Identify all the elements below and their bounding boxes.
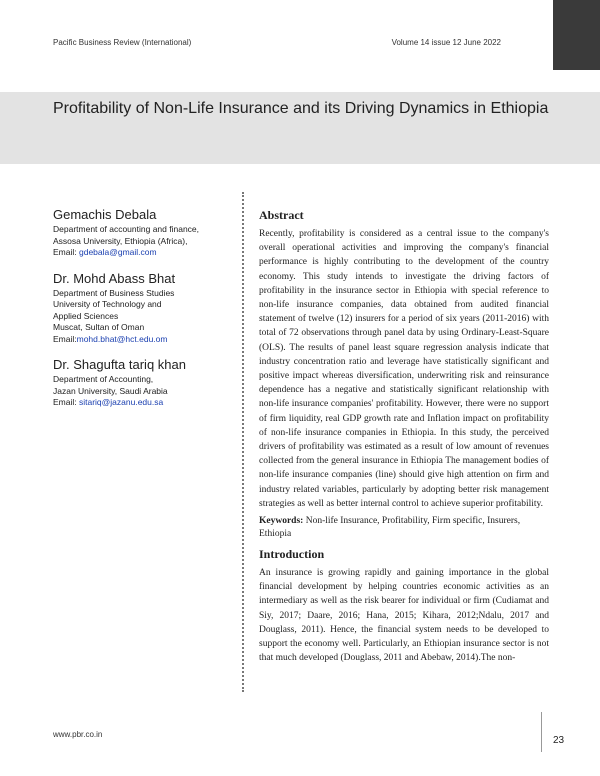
- email-label: Email:: [53, 397, 79, 407]
- affiliation-line: Applied Sciences: [53, 310, 119, 321]
- abstract-text: Recently, profitability is considered as a central issue to the company's overall operational activities and improving the company's financial performance is highly contributing to the development of the country economy. This study intends to investigate the driving factors of profitability in the insurance sector in Ethiopia with special reference to non-life insurance companies, data obtained from audited financial statement of twelve (12) insurers for a period of six years (2011-2016) with total of 72 observations through panel data by using Ordinary-Least-Square (OLS). The results of panel least square regression analysis indicate that industry concentration ratio and leverage have statistically significant and positive impact whereas diversification, underwriting risk and reinsurance dependence has a negative and statistically significant relationship with non-life insurance companies' profitability. However, there were no support of firm liquidity, real GDP growth rate and Inflation impact on profitability of non-life insurance companies in Ethiopia. In this study, the perceived drivers of profitability was estimated as a result of low amount of revenues collected from the general insurance in Ethiopia The management bodies of non-life insurance companies (line) should give high attention on firm and industry related variables, particularly by adopting better risk management strategies as well as better internal control to achieve superior profitability.: [259, 229, 549, 509]
- email-line: [53, 397, 236, 409]
- author-block: [53, 357, 236, 409]
- email-label: Email:: [53, 247, 79, 257]
- main-column: [259, 208, 549, 665]
- column-divider: [242, 192, 244, 692]
- author-name: Dr. Shagufta tariq khan: [53, 357, 186, 372]
- affiliation-line: Department of accounting and finance,: [53, 224, 200, 234]
- author-name: Dr. Mohd Abass Bhat: [53, 270, 176, 286]
- affiliation-line: Department of Business Studies: [53, 287, 175, 298]
- affiliation-line: Muscat, Sultan of Oman: [53, 322, 145, 332]
- introduction-heading: Introduction: [259, 547, 325, 562]
- author-list: [53, 207, 236, 421]
- keywords-label: Keywords:: [259, 516, 304, 527]
- running-header: [0, 0, 553, 70]
- footer-rule: [541, 712, 542, 752]
- affiliation-line: University of Technology and: [53, 299, 162, 309]
- affiliation-line: Department of Accounting,: [53, 374, 154, 384]
- affiliation-line: Assosa University, Ethiopia (Africa),: [53, 235, 188, 246]
- email-link[interactable]: gdebala@gmail.com: [78, 247, 157, 257]
- corner-block: [553, 0, 600, 70]
- email-line: [53, 334, 236, 346]
- email-link[interactable]: mohd.bhat@hct.edu.om: [76, 333, 168, 344]
- email-label: Email:: [53, 333, 77, 344]
- footer-url[interactable]: www.pbr.co.in: [53, 730, 103, 739]
- affiliation-line: Jazan University, Saudi Arabia: [53, 385, 168, 396]
- journal-name: Pacific Business Review (International): [53, 38, 192, 47]
- introduction-text: An insurance is growing rapidly and gaining importance in the global financial development by helping countries economic activities as an intermediary as well as the risk bearer for individual or firm (Cudiamat and Siy, 2017; Daare, 2016; Hana, 2015; Kihara, 2012;Ndalu, 2017 and Douglass, 2011). Hence, the financial system needs to be developed to support the economy well. Particularly, an Ethiopian insurance sector is not that much developed (Douglass, 2011 and Abebaw, 2014).The non-: [259, 568, 549, 664]
- email-line: [53, 247, 236, 259]
- volume-issue: Volume 14 issue 12 June 2022: [391, 38, 501, 47]
- author-block: [53, 207, 236, 259]
- email-link[interactable]: sitariq@jazanu.edu.sa: [78, 397, 164, 407]
- keywords-text: Non-life Insurance, Profitability, Firm specific, Insurers, Ethiopia: [259, 516, 521, 540]
- paper-title: Profitability of Non-Life Insurance and its Driving Dynamics in Ethiopia: [53, 100, 549, 117]
- page-number: 23: [553, 735, 565, 746]
- author-name: Gemachis Debala: [53, 207, 157, 222]
- abstract-heading: Abstract: [259, 208, 304, 222]
- author-block: [53, 271, 236, 346]
- keywords: [259, 515, 549, 541]
